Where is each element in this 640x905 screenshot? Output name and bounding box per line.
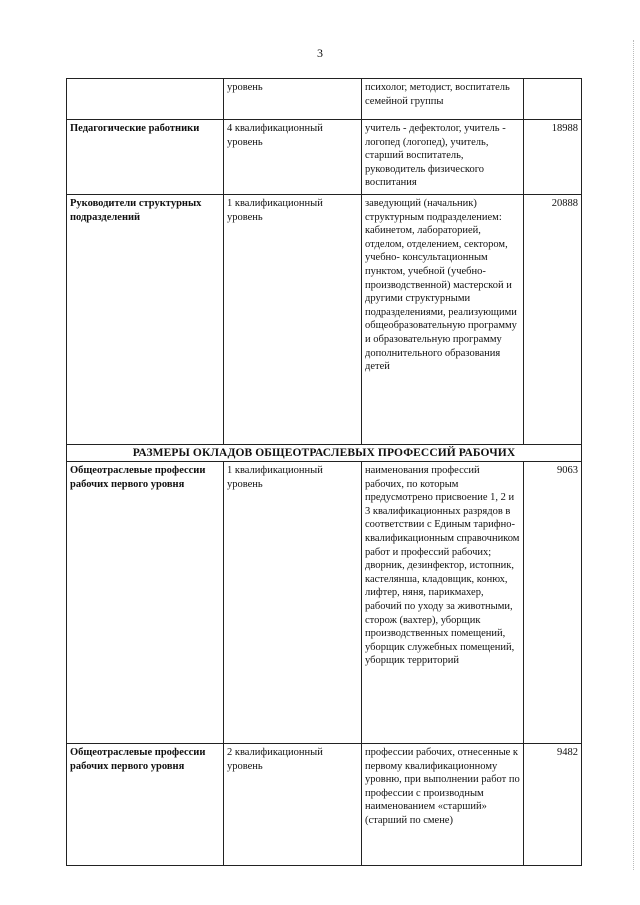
group-cell: Педагогические работники (67, 120, 224, 195)
table-row (67, 120, 582, 195)
section-header-row (67, 445, 582, 462)
level-cell: 4 квалификационный уровень (224, 120, 362, 195)
salary-cell: 9482 (524, 744, 582, 866)
salary-cell: 20888 (524, 195, 582, 445)
group-cell: Общеотраслевые профессии рабочих первого уровня (67, 462, 224, 744)
group-cell: Общеотраслевые профессии рабочих первого уровня (67, 744, 224, 866)
group-cell: Руководители структурных подразделений (67, 195, 224, 445)
section-header: РАЗМЕРЫ ОКЛАДОВ ОБЩЕОТРАСЛЕВЫХ ПРОФЕССИЙ РАБОЧИХ (67, 445, 582, 462)
positions-cell: психолог, методист, воспитатель семейной группы (362, 79, 524, 120)
level-cell: 1 квалификационный уровень (224, 462, 362, 744)
level-cell: 2 квалификационный уровень (224, 744, 362, 866)
salary-cell (524, 79, 582, 120)
group-cell (67, 79, 224, 120)
salary-cell: 18988 (524, 120, 582, 195)
salary-cell: 9063 (524, 462, 582, 744)
table-row (67, 79, 582, 120)
scan-edge-line (632, 40, 634, 870)
table-row (67, 744, 582, 866)
positions-cell: учитель - дефектолог, учитель - логопед (логопед), учитель, старший воспитатель, руководитель физического воспитания (362, 120, 524, 195)
level-cell: уровень (224, 79, 362, 120)
level-cell: 1 квалификационный уровень (224, 195, 362, 445)
salary-table (66, 78, 582, 866)
table-row (67, 195, 582, 445)
table-row (67, 462, 582, 744)
page-number: 3 (317, 46, 323, 60)
positions-cell: заведующий (начальник) структурным подразделением: кабинетом, лабораторией, отделом, отделением, сектором, учебно- консультационным пунктом, учебной (учебно-производственной) мастерской и другими структурными подразделениями, реализующими общеобразовательную программу и образовательную программу дополнительного образования детей (362, 195, 524, 445)
positions-cell: профессии рабочих, отнесенные к первому квалификационному уровню, при выполнении работ по профессии с производным наименованием «старший» (старший по смене) (362, 744, 524, 866)
positions-cell: наименования профессий рабочих, по которым предусмотрено присвоение 1, 2 и 3 квалификационных разрядов в соответствии с Единым тарифно-квалификационным справочником работ и профессий рабочих; дворник, дезинфектор, истопник, кастелянша, кладовщик, конюх, лифтер, няня, парикмахер, рабочий по уходу за животными, сторож (вахтер), уборщик производственных помещений, уборщик служебных помещений, уборщик территорий (362, 462, 524, 744)
